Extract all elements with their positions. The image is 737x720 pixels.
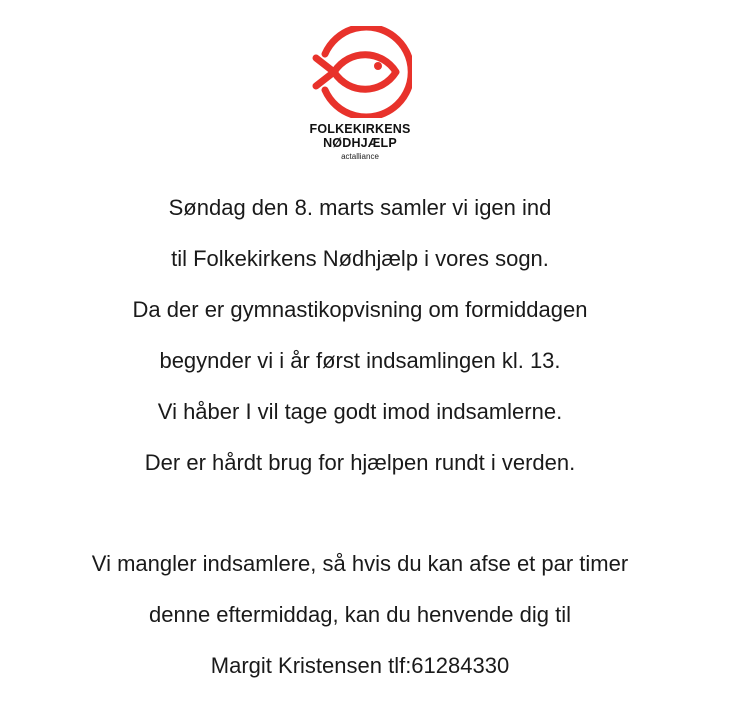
fish-in-circle-icon — [308, 26, 412, 118]
text-line: Vi håber I vil tage godt imod indsamlerne. — [157, 399, 563, 424]
paragraph-gap — [0, 495, 720, 545]
logo-name-line1: FOLKEKIRKENS — [309, 122, 411, 136]
contact-line: Margit Kristensen tlf:61284330 — [210, 653, 510, 678]
text-line: Da der er gymnastikopvisning om formiddagen — [132, 297, 588, 322]
text-line: Søndag den 8. marts samler vi igen ind — [168, 195, 552, 220]
text-line: begynder vi i år først indsamlingen kl. 13. — [159, 348, 561, 373]
logo-name-line2: NØDHJÆLP — [323, 136, 397, 150]
text-line: Der er hårdt brug for hjælpen rundt i verden. — [144, 450, 576, 475]
announcement-text — [0, 189, 720, 698]
logo-tagline: actalliance — [341, 152, 379, 161]
logo — [0, 26, 720, 162]
text-line: denne eftermiddag, kan du henvende dig til — [149, 602, 571, 627]
text-line: til Folkekirkens Nødhjælp i vores sogn. — [171, 246, 549, 271]
text-line: Vi mangler indsamlere, så hvis du kan afse et par timer — [91, 551, 629, 576]
